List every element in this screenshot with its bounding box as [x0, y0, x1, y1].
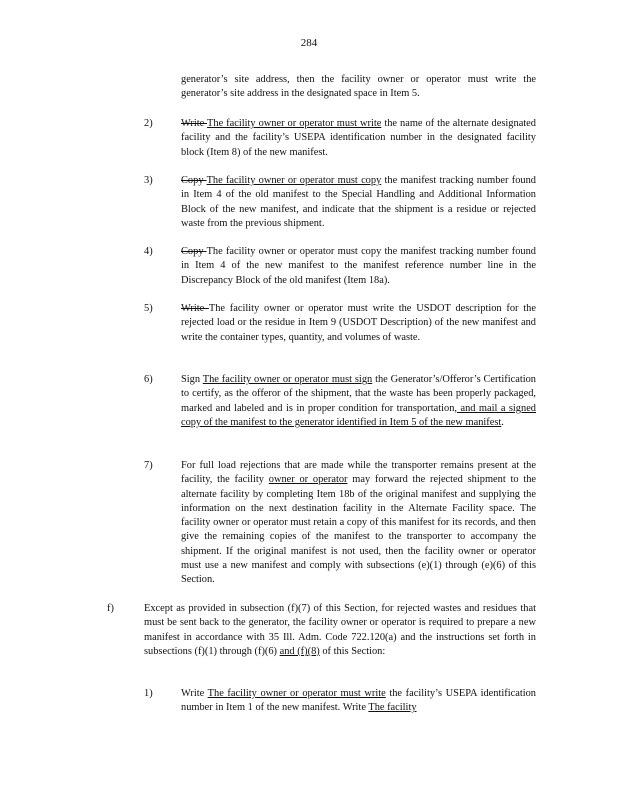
inserted-text: owner or operator [268, 474, 348, 486]
item-3-text [181, 174, 536, 231]
body-text: . [501, 416, 504, 428]
inserted-text: , and mail a signed copy of the manifest to the generator identified in Item 5 of the new manifest [181, 402, 537, 428]
item-5-text [181, 302, 536, 345]
struck-text: Write [181, 303, 209, 314]
struck-text: Copy [181, 175, 207, 186]
body-text: the manifest tracking number found in Item 4 of the old manifest to the Special Handling and Additional Information Block of the new manifest, and indicate that the shipment is a residue or rejected waste from the previous shipment. [181, 175, 536, 229]
item-3-number: 3) [144, 175, 153, 186]
inserted-text: The facility owner or operator must sign [202, 374, 373, 385]
body-text: generator’s site address, then the facility owner or operator must write the generator’s site address in the designated space in Item 5. [181, 74, 536, 100]
body-text: the Generator’s/Offeror’s Certification to certify, as the offeror of the shipment, that the waste has been properly packaged, marked and labeled and is in proper condition for transportation [181, 374, 537, 414]
f-item-1-number: 1) [144, 688, 153, 699]
item-7-number: 7) [144, 460, 153, 471]
body-text: may forward the rejected shipment to the alternate facility by completing Item 18b of the original manifest and supplying the information on the next destination facility in the Alternate Facility space. The facility owner or operator must retain a copy of this manifest for its records, and then give the remaining copies of the manifest to the transporter to accompany the shipment. If the original manifest is not used, then the facility owner or operator must use a new manifest and comply with subsections (e)(1) through (e)(6) of this Section. [181, 474, 537, 586]
section-f-text [144, 602, 536, 659]
page-number: 284 [300, 37, 318, 49]
item-6-text [181, 373, 536, 430]
body-text: Write [181, 688, 208, 699]
body-text: Except as provided in subsection (f)(7) of this Section, for rejected wastes and residues that must be sent back to the generator, the facility owner or operator is required to prepare a new manifest in accordance with 35 Ill. Adm. Code 722.120(a) and the instructions set forth in subsections (f)(1) through (f)(6) [144, 603, 536, 657]
item-2-text [181, 117, 536, 160]
inserted-text: The facility owner or operator must write [207, 688, 386, 699]
inserted-text: The facility owner or operator must write [207, 118, 382, 129]
body-text: Sign [181, 374, 203, 385]
f-item-1-text [181, 687, 536, 716]
body-text: For full load rejections that are made while the transporter remains present at the facility, the facility [181, 460, 536, 486]
continued-paragraph [181, 73, 536, 102]
body-text: The facility owner or operator must copy the manifest tracking number found in Item 4 of the new manifest to the manifest reference number line in the Discrepancy Block of the old manifest (Item 18a). [181, 246, 536, 286]
body-text: The facility owner or operator must write the USDOT description for the rejected load or the residue in Item 9 (USDOT Description) of the new manifest and write the container types, quantity, and volumes of waste. [181, 303, 536, 343]
item-4-text [181, 245, 536, 288]
inserted-text: and (f)(8) [279, 645, 320, 657]
struck-text: Copy [181, 246, 207, 257]
struck-text: Write [181, 118, 208, 129]
item-4-number: 4) [144, 246, 153, 257]
body-text: the facility’s USEPA identification number in Item 1 of the new manifest. Write [181, 688, 536, 714]
item-2-number: 2) [144, 118, 153, 129]
body-text: the name of the alternate designated facility and the facility’s USEPA identification number in the designated facility block (Item 8) of the new manifest. [181, 118, 536, 158]
item-5-number: 5) [144, 303, 153, 314]
body-text: of this Section: [319, 645, 386, 657]
item-7-text [181, 459, 536, 588]
section-f-number: f) [107, 603, 114, 614]
inserted-text: The facility owner or operator must copy [206, 175, 382, 186]
item-6-number: 6) [144, 374, 153, 385]
inserted-text: The facility [368, 702, 417, 714]
